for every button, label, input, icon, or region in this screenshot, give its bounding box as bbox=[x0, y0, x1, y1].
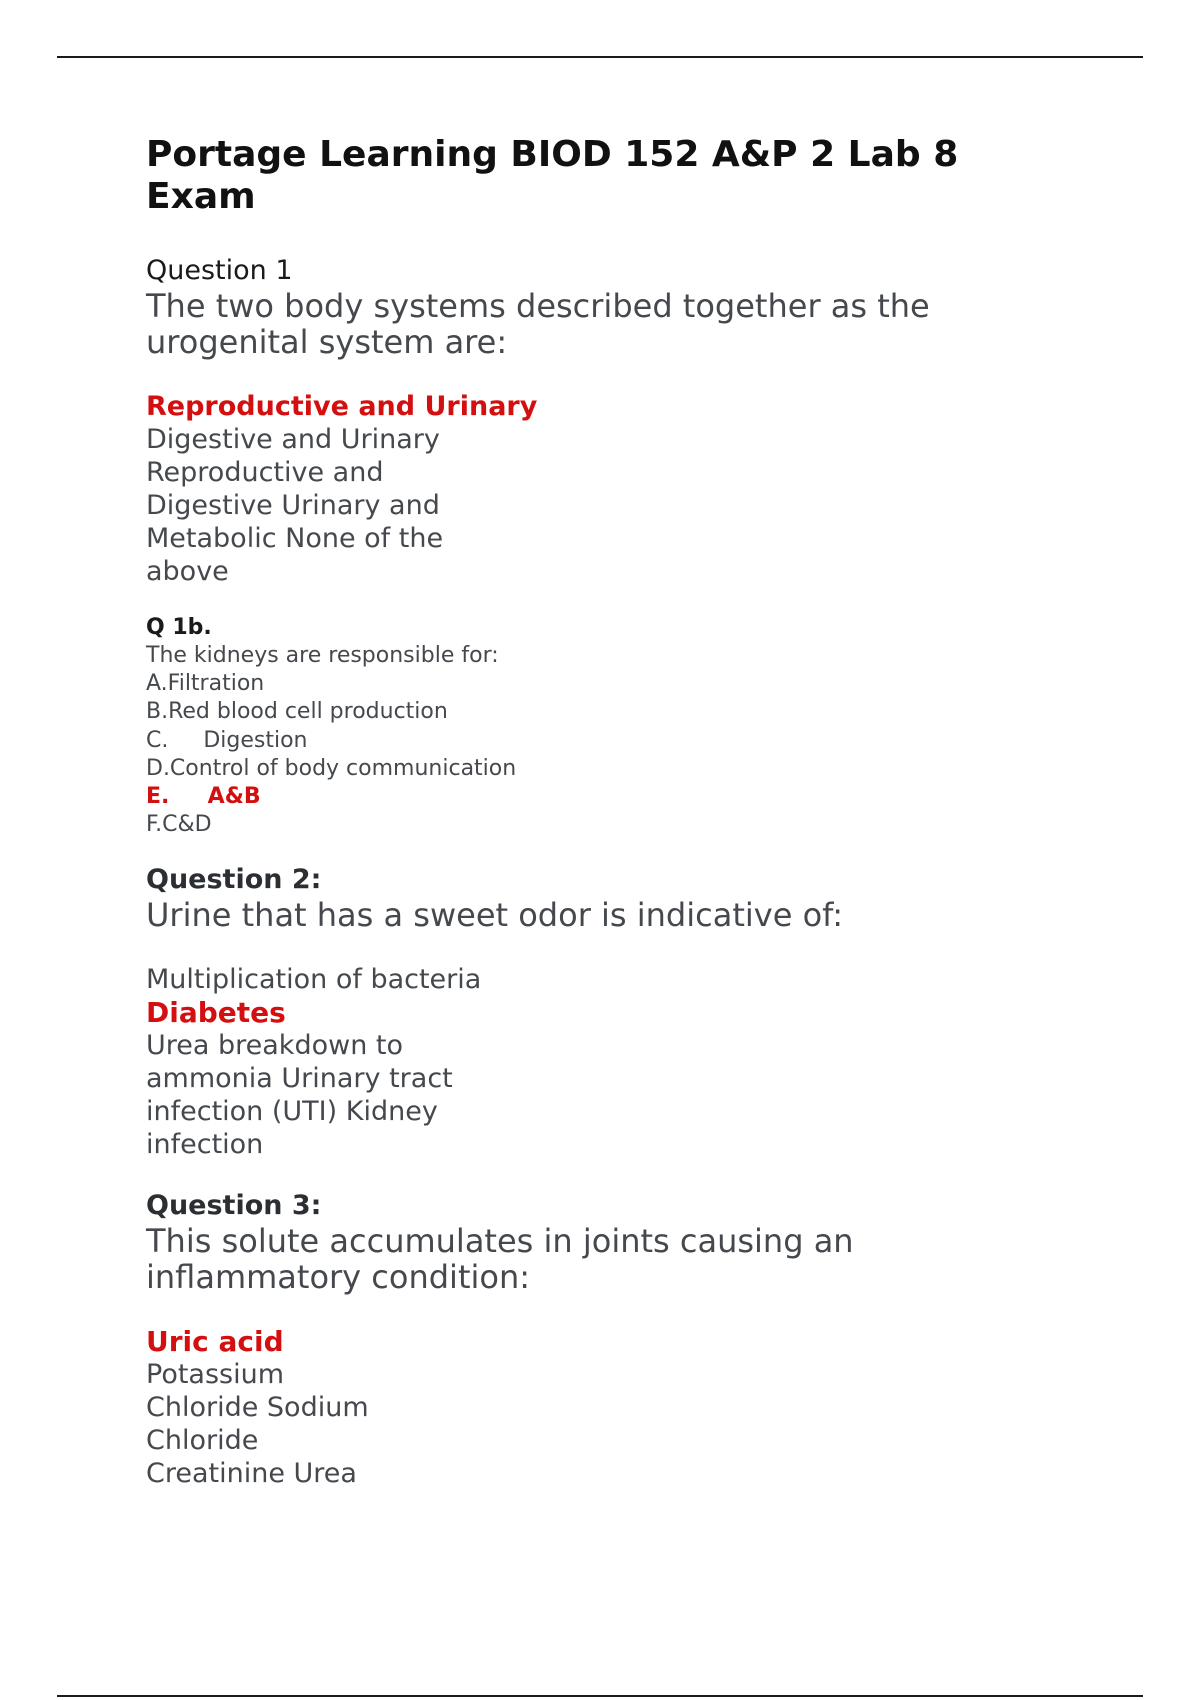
question-1-text: The two body systems described together as the urogenital system are: bbox=[146, 287, 930, 361]
question-1b-label: Q 1b. bbox=[146, 615, 212, 640]
question-1b-option-e-correct: E. A&B bbox=[146, 784, 261, 810]
question-2-options bbox=[146, 963, 1046, 1161]
question-3-text: This solute accumulates in joints causing an inflammatory condition: bbox=[146, 1222, 854, 1297]
question-1-options bbox=[146, 390, 1046, 588]
question-2-label: Question 2: bbox=[146, 864, 322, 896]
question-1 bbox=[146, 254, 1046, 588]
document-body bbox=[146, 134, 1046, 1490]
top-rule bbox=[57, 56, 1143, 58]
question-1b-option-d: D.Control of body communication bbox=[146, 755, 517, 781]
question-1b-text: The kidneys are responsible for: bbox=[146, 643, 499, 668]
question-2-other-answers: Urea breakdown to ammonia Urinary tract infection (UTI) Kidney infection bbox=[146, 1030, 453, 1161]
question-2-correct-answer: Diabetes bbox=[146, 996, 286, 1030]
question-1-correct-answer: Reproductive and Urinary bbox=[146, 391, 538, 422]
question-1b-option-b: B.Red blood cell production bbox=[146, 699, 448, 725]
question-2 bbox=[146, 863, 1046, 1161]
question-3-correct-answer: Uric acid bbox=[146, 1325, 284, 1359]
question-1-other-answers: Digestive and Urinary Reproductive and Digestive Urinary and Metabolic None of the above bbox=[146, 424, 444, 587]
question-3-other-answers: Potassium Chloride Sodium Chloride Creatinine Urea bbox=[146, 1359, 369, 1490]
question-2-text: Urine that has a sweet odor is indicative of: bbox=[146, 896, 844, 935]
question-1-label: Question 1 bbox=[146, 255, 293, 286]
page-title: Portage Learning BIOD 152 A&P 2 Lab 8 Exam bbox=[146, 134, 959, 217]
question-3-label: Question 3: bbox=[146, 1190, 322, 1222]
question-1b-option-f: F.C&D bbox=[146, 812, 212, 838]
question-3 bbox=[146, 1189, 1046, 1490]
question-2-option-first: Multiplication of bacteria bbox=[146, 964, 482, 996]
question-1b-option-a: A.Filtration bbox=[146, 671, 265, 697]
question-3-options bbox=[146, 1325, 1046, 1490]
question-1b-option-c: C. Digestion bbox=[146, 727, 308, 753]
question-1b bbox=[146, 614, 1046, 839]
bottom-rule bbox=[57, 1695, 1143, 1697]
